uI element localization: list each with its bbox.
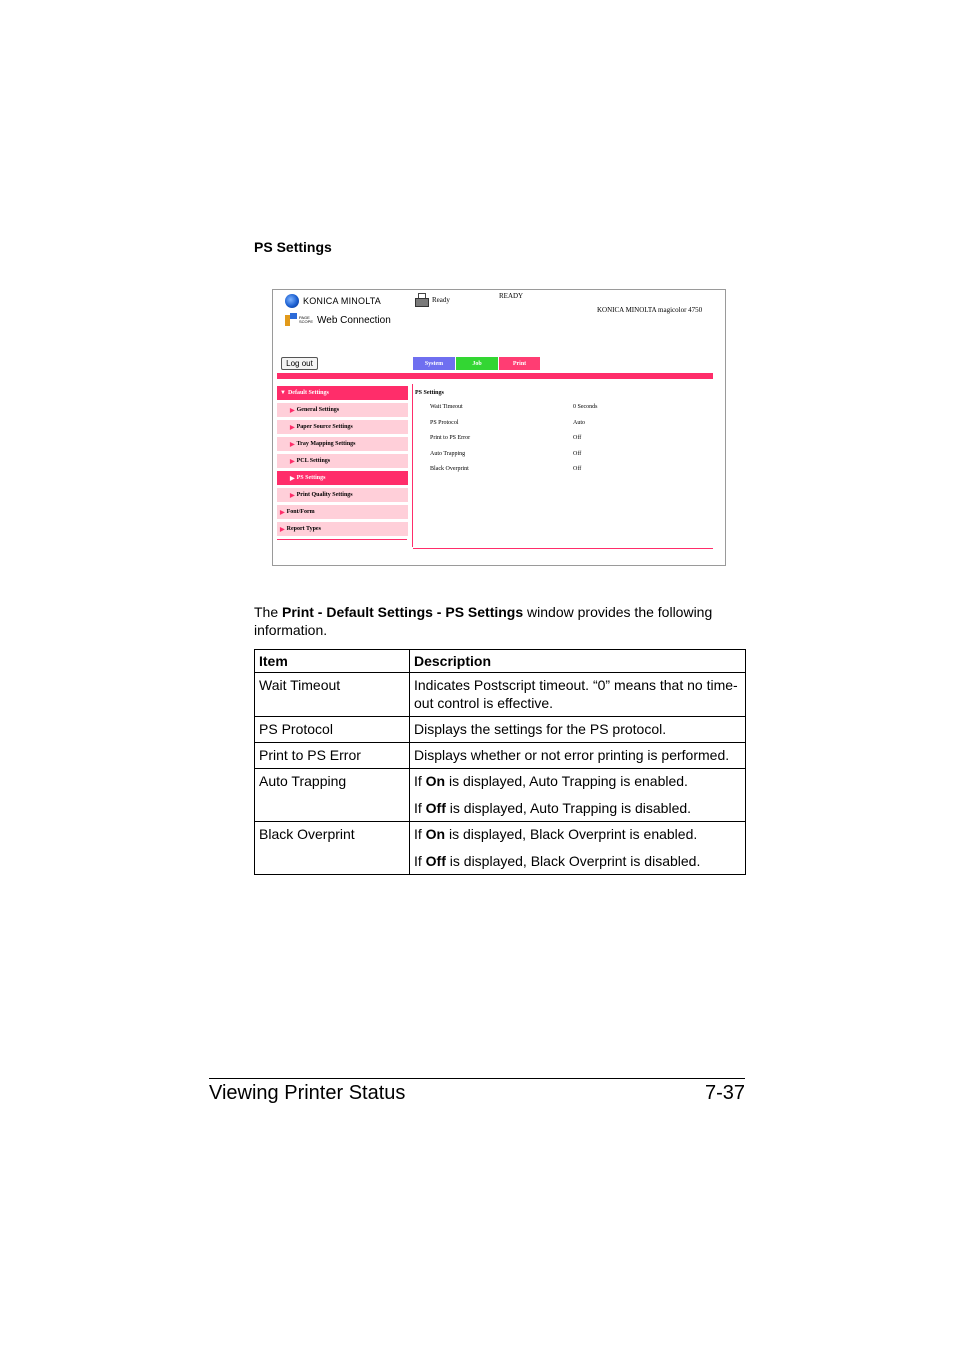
setting-row-ps-protocol [430,420,620,428]
bold-value: Off [425,800,446,816]
setting-label: Print to PS Error [430,435,471,441]
cell-item: Black Overprint [255,822,410,875]
description-line [414,772,741,790]
text-span: If [414,853,426,869]
setting-row-print-to-ps-error [430,435,620,443]
nav-font-form[interactable] [277,505,408,519]
globe-logo-icon [285,294,299,308]
konica-minolta-logo [285,294,381,308]
triangle-right-icon: ▶ [280,509,285,516]
table-row [255,822,746,875]
logout-button[interactable]: Log out [281,357,318,370]
setting-label: Black Overprint [430,466,469,472]
text-span: If [414,773,426,789]
left-navigation [277,386,408,540]
pagescope-small-text: PAGE SCOPE [299,315,314,324]
triangle-right-icon: ▶ [290,458,295,465]
cell-description: Displays whether or not error printing is performed. [410,743,746,769]
bold-value: Off [425,853,446,869]
nav-label: Default Settings [287,390,329,396]
nav-pcl-settings[interactable] [277,454,408,468]
content-title: PS Settings [415,390,444,396]
printer-model: KONICA MINOLTA magicolor 4750 [597,306,703,314]
nav-default-settings[interactable] [277,386,408,400]
nav-label: Tray Mapping Settings [296,441,356,447]
table-row [255,769,746,822]
bold-value: On [425,826,446,842]
tab-job[interactable]: Job [456,357,498,370]
bold-value: On [425,773,446,789]
setting-row-auto-trapping [430,451,620,459]
text-span: If [414,826,426,842]
setting-value: Off [573,435,582,441]
cell-description: Indicates Postscript timeout. “0” means that no time-out control is effective. [410,673,746,717]
intro-prefix: The [254,604,283,620]
tab-print[interactable]: Print [499,357,540,370]
nav-ps-settings[interactable] [277,471,408,485]
setting-label: Auto Trapping [430,451,466,457]
pagescope-icon [285,313,297,327]
section-title: PS Settings [254,239,332,255]
web-connection-screenshot [272,289,726,566]
cell-description [410,822,746,875]
nav-general-settings[interactable] [277,403,408,417]
nav-bottom-rule [277,539,407,540]
brand-name: KONICA MINOLTA [303,296,381,306]
pagescope-logo [285,313,391,327]
nav-report-types[interactable] [277,522,408,536]
description-line [414,799,741,817]
nav-label: Font/Form [286,509,315,515]
footer-rule [209,1078,745,1079]
nav-paper-source-settings[interactable] [277,420,408,434]
setting-value: 0 Seconds [573,404,598,410]
cell-item: PS Protocol [255,717,410,743]
header-item: Item [255,650,410,673]
nav-label: PS Settings [296,475,326,481]
triangle-down-icon: ▼ [280,390,286,396]
text-span: is displayed, Auto Trapping is disabled. [445,800,692,816]
nav-tray-mapping-settings[interactable] [277,437,408,451]
table-row [255,673,746,717]
setting-row-wait-timeout [430,404,620,412]
cell-item: Auto Trapping [255,769,410,822]
triangle-right-icon: ▶ [280,526,285,533]
table-row [255,717,746,743]
intro-paragraph [254,603,746,639]
content-bottom-rule [413,548,713,549]
text-span: is displayed, Black Overprint is enabled. [445,826,698,842]
page-number: 7-37 [704,1082,745,1104]
description-line [414,825,741,843]
nav-label: Print Quality Settings [296,492,353,498]
setting-value: Off [573,466,582,472]
intro-suffix: window provides the following information. [254,604,713,638]
nav-label: PCL Settings [296,458,331,464]
header-description: Description [410,650,746,673]
printer-status-caps: READY [499,292,524,300]
setting-value: Off [573,451,582,457]
nav-label: General Settings [296,407,340,413]
setting-label: Wait Timeout [430,404,463,410]
tab-system[interactable]: System [413,357,455,370]
text-span: is displayed, Black Overprint is disabled. [445,853,701,869]
text-span: If [414,800,426,816]
cell-item: Wait Timeout [255,673,410,717]
cell-description [410,769,746,822]
web-connection-title: Web Connection [317,314,391,326]
intro-bold: Print - Default Settings - PS Settings [282,604,524,620]
printer-icon [415,293,429,309]
printer-status-small: Ready [432,296,450,304]
footer-chapter-title: Viewing Printer Status [209,1082,406,1104]
setting-value: Auto [573,420,585,426]
nav-print-quality-settings[interactable] [277,488,408,502]
description-table [254,649,746,875]
triangle-right-icon: ▶ [290,475,295,482]
triangle-right-icon: ▶ [290,492,295,499]
vertical-divider [412,384,413,547]
description-line [414,852,741,870]
cell-description: Displays the settings for the PS protocol. [410,717,746,743]
nav-label: Paper Source Settings [296,424,353,430]
setting-label: PS Protocol [430,420,459,426]
header-divider-bar [277,373,713,379]
cell-item: Print to PS Error [255,743,410,769]
table-row [255,743,746,769]
setting-row-black-overprint [430,466,620,474]
triangle-right-icon: ▶ [290,407,295,414]
triangle-right-icon: ▶ [290,441,295,448]
nav-label: Report Types [286,526,321,532]
text-span: is displayed, Auto Trapping is enabled. [445,773,688,789]
table-header-row [255,650,746,673]
triangle-right-icon: ▶ [290,424,295,431]
